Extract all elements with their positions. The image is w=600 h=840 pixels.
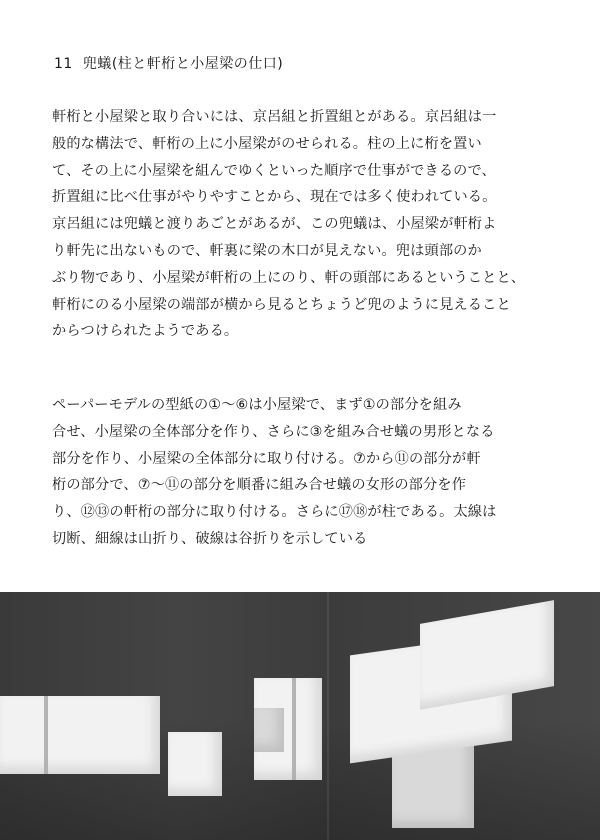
text-line: 京呂組には兜蟻と渡りあごとがあるが、この兜蟻は、小屋梁が軒桁よ [52,216,497,233]
paragraph-paper-model-instructions [52,392,557,553]
page-heading [54,55,283,73]
text-line: ペーパーモデルの型紙の①～⑥は小屋梁で、まず①の部分を組み [52,397,462,413]
small-block-piece [168,732,222,796]
text-line: 軒桁と小屋梁と取り合いには、京呂組と折置組とがある。京呂組は一 [52,109,497,125]
text-line: 折置組に比べ仕事がやりやすことから、現在では多く使われている。 [52,189,497,206]
text-line: 切断、細線は山折り、破線は谷折りを示している [52,530,368,547]
model-photo [0,592,600,840]
text-line: ぶり物であり、小屋梁が軒桁の上にのり、軒の頭部にあるということと、 [52,269,526,286]
dovetail-model-groove [292,678,296,780]
text-line: 桁の部分で、⑦～⑪の部分を順番に組み合せ蟻の女形の部分を作 [52,477,467,494]
text-line: からつけられたようである。 [52,323,239,340]
section-number: 11 [54,56,73,72]
photo-seam [327,592,329,840]
text-line: り軒先に出ないもので、軒裏に梁の木口が見えない。兜は頭部のか [52,242,482,259]
text-line: 軒桁にのる小屋梁の端部が横から見るとちょうど兜のように見えること [52,296,511,313]
beam-model-notch [44,696,48,774]
text-line: 合せ、小屋梁の全体部分を作り、さらに③を組み合せ蟻の男形となる [52,423,495,440]
text-line: て、その上に小屋梁を組んでゆくといった順序で仕事ができるので、 [52,162,496,179]
text-line: り、⑫⑬の軒桁の部分に取り付ける。さらに⑰⑱が柱である。太線は [52,504,497,521]
section-title: 兜蟻(柱と軒桁と小屋梁の仕口) [82,56,284,72]
dovetail-model-side [254,708,284,752]
text-line: 般的な構法で、軒桁の上に小屋梁がのせられる。柱の上に桁を置い [52,135,482,152]
assembled-cap-piece [420,600,554,710]
paragraph-joinery-description [52,104,557,345]
text-line: 部分を作り、小屋梁の全体部分に取り付ける。⑦から⑪の部分が軒 [52,450,481,467]
beam-model-piece [0,696,160,774]
